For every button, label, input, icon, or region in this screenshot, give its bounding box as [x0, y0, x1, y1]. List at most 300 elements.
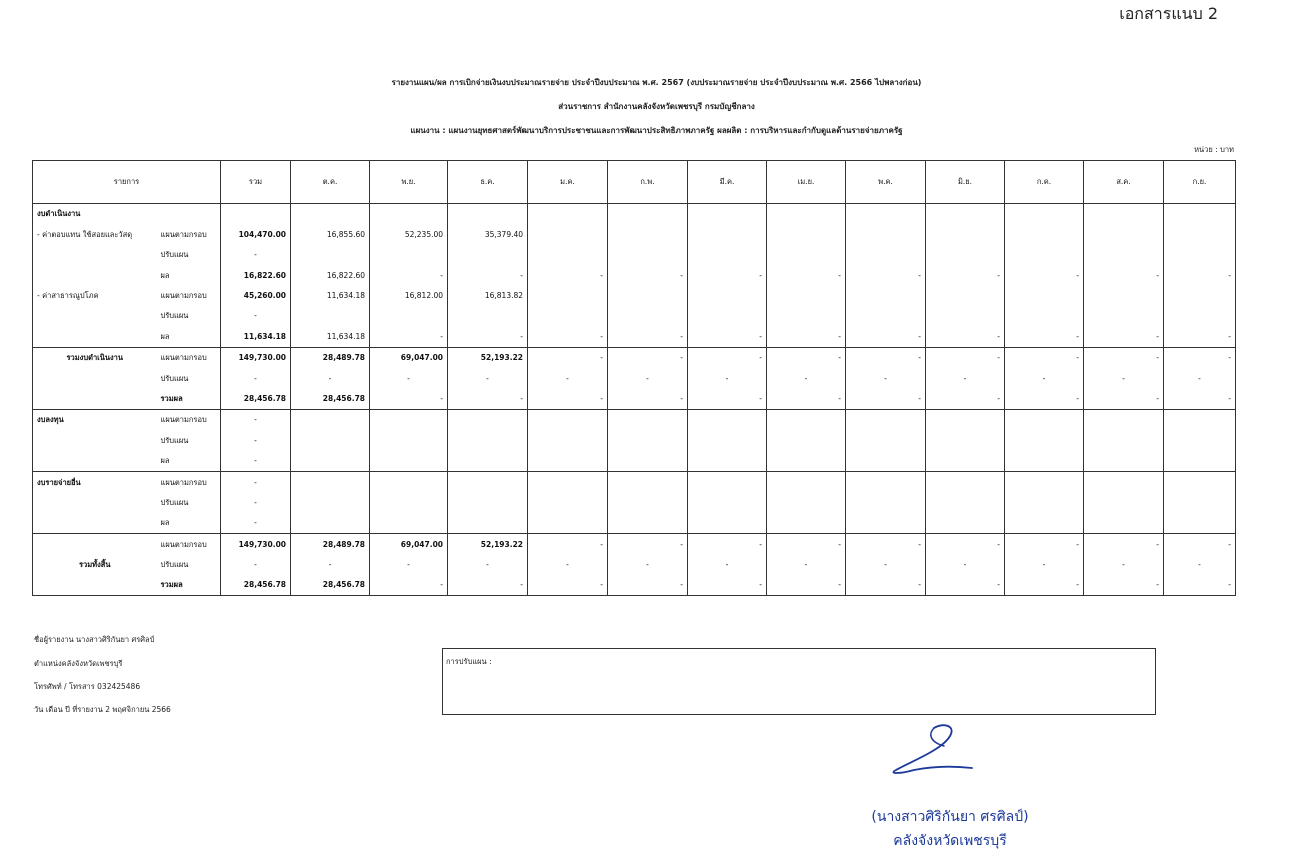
month-value	[846, 224, 926, 244]
month-value: -	[1164, 555, 1236, 575]
month-value	[767, 286, 846, 306]
month-value	[608, 513, 688, 534]
month-value: -	[448, 389, 528, 410]
month-value	[528, 472, 608, 493]
month-value: 11,634.18	[291, 286, 370, 306]
row-label	[33, 492, 157, 512]
adjustment-box	[442, 648, 1156, 715]
table-row	[33, 534, 1236, 555]
row-type: แผนตามกรอบ	[157, 224, 221, 244]
row-type: ปรับแผน	[157, 430, 221, 450]
row-label: งบดำเนินงาน	[33, 204, 157, 225]
table-row	[33, 245, 1236, 265]
month-value	[608, 306, 688, 326]
month-value: -	[1005, 326, 1084, 347]
signature-mark	[884, 722, 984, 778]
month-value: -	[291, 368, 370, 388]
row-total: -	[221, 409, 291, 430]
table-row	[33, 326, 1236, 347]
month-value: -	[767, 368, 846, 388]
month-value	[688, 409, 767, 430]
month-value	[528, 409, 608, 430]
month-value	[688, 245, 767, 265]
row-total: -	[221, 430, 291, 450]
month-value: -	[926, 326, 1005, 347]
row-total: 149,730.00	[221, 534, 291, 555]
row-label: - ค่าตอบแทน ใช้สอยและวัสดุ	[33, 224, 157, 244]
month-value	[926, 224, 1005, 244]
month-value	[846, 430, 926, 450]
month-value: -	[1084, 389, 1164, 410]
table-row	[33, 451, 1236, 472]
month-value: -	[767, 575, 846, 596]
month-value: -	[608, 575, 688, 596]
month-value	[370, 204, 448, 225]
month-value: -	[1005, 389, 1084, 410]
month-value	[926, 409, 1005, 430]
header-month: พ.ย.	[370, 161, 448, 204]
month-value	[608, 224, 688, 244]
month-value	[1005, 513, 1084, 534]
month-value	[767, 204, 846, 225]
month-value	[1164, 513, 1236, 534]
header-item: รายการ	[33, 161, 221, 204]
row-type: ผล	[157, 451, 221, 472]
row-label	[33, 534, 157, 555]
month-value: -	[767, 555, 846, 575]
month-value: 16,855.60	[291, 224, 370, 244]
month-value	[1005, 492, 1084, 512]
month-value	[1005, 451, 1084, 472]
month-value: -	[1164, 265, 1236, 285]
month-value: -	[1164, 575, 1236, 596]
month-value	[608, 430, 688, 450]
month-value: -	[767, 389, 846, 410]
month-value: -	[608, 265, 688, 285]
month-value: 52,235.00	[370, 224, 448, 244]
month-value: -	[1164, 347, 1236, 368]
month-value	[1164, 430, 1236, 450]
month-value: -	[926, 265, 1005, 285]
month-value: -	[1084, 555, 1164, 575]
month-value	[767, 492, 846, 512]
month-value: -	[448, 575, 528, 596]
month-value: -	[1084, 326, 1164, 347]
table-row	[33, 513, 1236, 534]
month-value	[448, 430, 528, 450]
month-value	[767, 451, 846, 472]
month-value	[1005, 472, 1084, 493]
month-value: -	[448, 265, 528, 285]
month-value: -	[926, 555, 1005, 575]
month-value: -	[608, 534, 688, 555]
month-value	[767, 472, 846, 493]
month-value: -	[688, 326, 767, 347]
table-row	[33, 492, 1236, 512]
month-value	[1084, 513, 1164, 534]
month-value: 11,634.18	[291, 326, 370, 347]
month-value	[1164, 409, 1236, 430]
month-value: -	[1005, 368, 1084, 388]
adjustment-label: การปรับแผน :	[446, 657, 492, 666]
month-value	[926, 204, 1005, 225]
month-value: -	[846, 555, 926, 575]
month-value	[1005, 430, 1084, 450]
row-label: - ค่าสาธารณูปโภค	[33, 286, 157, 306]
month-value	[926, 472, 1005, 493]
month-value: -	[846, 368, 926, 388]
month-value: -	[1005, 575, 1084, 596]
month-value	[1005, 306, 1084, 326]
row-label	[33, 368, 157, 388]
month-value	[688, 224, 767, 244]
header-month: ส.ค.	[1084, 161, 1164, 204]
month-value: 28,456.78	[291, 575, 370, 596]
month-value	[291, 472, 370, 493]
report-date: วัน เดือน ปี ที่รายงาน 2 พฤศจิกายน 2566	[34, 705, 171, 714]
month-value: -	[448, 326, 528, 347]
month-value	[528, 513, 608, 534]
month-value: -	[688, 534, 767, 555]
header-month: เม.ย.	[767, 161, 846, 204]
month-value	[688, 472, 767, 493]
table-row	[33, 347, 1236, 368]
month-value: -	[528, 326, 608, 347]
month-value	[448, 245, 528, 265]
month-value: 16,813.82	[448, 286, 528, 306]
month-value	[926, 513, 1005, 534]
month-value	[370, 245, 448, 265]
month-value: -	[608, 368, 688, 388]
month-value	[1164, 286, 1236, 306]
row-type: แผนตามกรอบ	[157, 472, 221, 493]
row-type: แผนตามกรอบ	[157, 347, 221, 368]
row-label	[33, 451, 157, 472]
reporter-phone: โทรศัพท์ / โทรสาร 032425486	[34, 682, 141, 691]
header-month: ก.ค.	[1005, 161, 1084, 204]
month-value: 16,822.60	[291, 265, 370, 285]
table-header-row	[33, 161, 1236, 204]
month-value	[448, 409, 528, 430]
row-total: -	[221, 306, 291, 326]
month-value	[291, 513, 370, 534]
month-value	[1084, 451, 1164, 472]
month-value: -	[291, 555, 370, 575]
month-value: -	[688, 368, 767, 388]
month-value	[608, 451, 688, 472]
row-label: รวมงบดำเนินงาน	[33, 347, 157, 368]
row-type: แผนตามกรอบ	[157, 534, 221, 555]
row-total: -	[221, 451, 291, 472]
month-value: 69,047.00	[370, 347, 448, 368]
month-value	[926, 245, 1005, 265]
month-value	[528, 430, 608, 450]
month-value	[528, 451, 608, 472]
month-value: -	[846, 347, 926, 368]
month-value	[608, 409, 688, 430]
month-value: -	[448, 368, 528, 388]
header-month: ธ.ค.	[448, 161, 528, 204]
month-value	[370, 472, 448, 493]
row-type: ปรับแผน	[157, 492, 221, 512]
row-total: -	[221, 368, 291, 388]
month-value	[528, 492, 608, 512]
month-value	[1164, 306, 1236, 326]
row-label	[33, 575, 157, 596]
month-value	[846, 472, 926, 493]
month-value: -	[926, 575, 1005, 596]
month-value	[846, 286, 926, 306]
month-value: -	[1084, 265, 1164, 285]
agency-line: ส่วนราชการ สำนักงานคลังจังหวัดเพชรบุรี กรมบัญชีกลาง	[558, 102, 755, 111]
month-value	[291, 204, 370, 225]
row-total: 45,260.00	[221, 286, 291, 306]
month-value: -	[370, 265, 448, 285]
row-type: แผนตามกรอบ	[157, 286, 221, 306]
header-month: ต.ค.	[291, 161, 370, 204]
month-value: -	[528, 368, 608, 388]
month-value	[767, 224, 846, 244]
document-tag: เอกสารแนบ 2	[1119, 4, 1218, 23]
month-value	[608, 245, 688, 265]
month-value: -	[370, 555, 448, 575]
month-value	[1164, 204, 1236, 225]
month-value	[1084, 306, 1164, 326]
month-value	[846, 306, 926, 326]
month-value	[926, 492, 1005, 512]
header-month: มิ.ย.	[926, 161, 1005, 204]
month-value: -	[926, 368, 1005, 388]
month-value	[846, 409, 926, 430]
month-value	[1084, 409, 1164, 430]
month-value: 52,193.22	[448, 347, 528, 368]
row-type: ผล	[157, 265, 221, 285]
month-value	[448, 306, 528, 326]
month-value	[1164, 224, 1236, 244]
report-title: รายงานแผน/ผล การเบิกจ่ายเงินงบประมาณรายจ่าย ประจำปีงบประมาณ พ.ศ. 2567 (งบประมาณรายจ่าย ประจำปีงบประมาณ พ.ศ. 2566 ไปพลางก่อน)	[391, 78, 922, 87]
month-value	[1164, 245, 1236, 265]
month-value	[448, 472, 528, 493]
month-value: 35,379.40	[448, 224, 528, 244]
month-value	[767, 409, 846, 430]
month-value: -	[846, 389, 926, 410]
row-type: ปรับแผน	[157, 245, 221, 265]
month-value	[370, 513, 448, 534]
month-value	[448, 451, 528, 472]
month-value: -	[846, 326, 926, 347]
month-value	[1084, 430, 1164, 450]
month-value: -	[528, 265, 608, 285]
month-value: -	[1164, 326, 1236, 347]
table-row	[33, 368, 1236, 388]
month-value: -	[846, 575, 926, 596]
row-label: งบลงทุน	[33, 409, 157, 430]
month-value	[1005, 286, 1084, 306]
row-type: รวมผล	[157, 389, 221, 410]
reporter-position: ตำแหน่งคลังจังหวัดเพชรบุรี	[34, 659, 123, 668]
month-value	[1005, 409, 1084, 430]
row-type: ปรับแผน	[157, 368, 221, 388]
month-value	[291, 306, 370, 326]
table-row	[33, 286, 1236, 306]
month-value: -	[370, 368, 448, 388]
row-type: รวมผล	[157, 575, 221, 596]
month-value	[291, 409, 370, 430]
month-value: -	[1005, 347, 1084, 368]
month-value: -	[528, 555, 608, 575]
month-value	[528, 224, 608, 244]
month-value	[448, 513, 528, 534]
row-total: -	[221, 492, 291, 512]
month-value	[291, 492, 370, 512]
month-value	[846, 451, 926, 472]
month-value: -	[608, 347, 688, 368]
month-value	[1084, 472, 1164, 493]
row-type: ผล	[157, 513, 221, 534]
month-value	[1084, 204, 1164, 225]
row-label	[33, 513, 157, 534]
month-value: -	[1005, 555, 1084, 575]
header-month: ม.ค.	[528, 161, 608, 204]
month-value: -	[370, 575, 448, 596]
row-total: -	[221, 555, 291, 575]
month-value	[767, 430, 846, 450]
month-value	[608, 472, 688, 493]
row-total: -	[221, 472, 291, 493]
month-value	[688, 492, 767, 512]
month-value: -	[688, 555, 767, 575]
budget-table	[32, 160, 1236, 596]
month-value	[1164, 472, 1236, 493]
row-label	[33, 306, 157, 326]
month-value	[448, 492, 528, 512]
table-row	[33, 472, 1236, 493]
month-value	[688, 513, 767, 534]
month-value: -	[688, 347, 767, 368]
month-value: 28,456.78	[291, 389, 370, 410]
row-label	[33, 430, 157, 450]
month-value: -	[767, 265, 846, 285]
month-value	[1005, 245, 1084, 265]
month-value	[608, 204, 688, 225]
month-value	[291, 451, 370, 472]
row-label	[33, 389, 157, 410]
row-total: 16,822.60	[221, 265, 291, 285]
plan-line: แผนงาน : แผนงานยุทธศาสตร์พัฒนาบริการประชาชนและการพัฒนาประสิทธิภาพภาครัฐ ผลผลิต : การบริหารและกำกับดูแลด้านรายจ่ายภาครัฐ	[410, 126, 903, 135]
month-value	[688, 430, 767, 450]
header-month: มี.ค.	[688, 161, 767, 204]
month-value	[767, 245, 846, 265]
month-value	[688, 306, 767, 326]
row-total: 104,470.00	[221, 224, 291, 244]
month-value	[448, 204, 528, 225]
header-month: พ.ค.	[846, 161, 926, 204]
month-value	[926, 286, 1005, 306]
table-row	[33, 389, 1236, 410]
month-value	[1084, 224, 1164, 244]
table-row	[33, 555, 1236, 575]
signatory-name: (นางสาวศิริกันยา ศรศิลป์)	[871, 809, 1029, 825]
month-value	[846, 492, 926, 512]
month-value	[291, 245, 370, 265]
month-value: -	[1084, 347, 1164, 368]
month-value: 28,489.78	[291, 534, 370, 555]
unit-label: หน่วย : บาท	[1194, 145, 1234, 154]
month-value	[688, 286, 767, 306]
month-value	[528, 204, 608, 225]
month-value: -	[1084, 575, 1164, 596]
row-label	[33, 265, 157, 285]
month-value: -	[688, 575, 767, 596]
month-value	[370, 409, 448, 430]
row-total: 11,634.18	[221, 326, 291, 347]
row-label: งบรายจ่ายอื่น	[33, 472, 157, 493]
month-value: -	[1164, 389, 1236, 410]
row-total: -	[221, 513, 291, 534]
month-value	[926, 306, 1005, 326]
month-value	[846, 513, 926, 534]
month-value	[846, 245, 926, 265]
month-value: -	[608, 326, 688, 347]
row-total	[221, 204, 291, 225]
month-value: -	[846, 534, 926, 555]
header-month: ก.พ.	[608, 161, 688, 204]
month-value	[608, 286, 688, 306]
month-value: -	[767, 347, 846, 368]
month-value	[528, 245, 608, 265]
month-value: -	[926, 389, 1005, 410]
table-row	[33, 265, 1236, 285]
month-value: -	[528, 347, 608, 368]
month-value: -	[1084, 534, 1164, 555]
month-value	[1084, 286, 1164, 306]
month-value: -	[926, 347, 1005, 368]
month-value: -	[528, 389, 608, 410]
month-value: -	[448, 555, 528, 575]
month-value: -	[926, 534, 1005, 555]
month-value: 16,812.00	[370, 286, 448, 306]
month-value	[767, 306, 846, 326]
month-value	[528, 286, 608, 306]
month-value: -	[528, 534, 608, 555]
reporter-name: ชื่อผู้รายงาน นางสาวศิริกันยา ศรศิลป์	[34, 635, 155, 644]
month-value	[926, 451, 1005, 472]
row-total: 28,456.78	[221, 575, 291, 596]
header-month: ก.ย.	[1164, 161, 1236, 204]
month-value: -	[1005, 265, 1084, 285]
table-row	[33, 409, 1236, 430]
month-value: -	[1084, 368, 1164, 388]
row-type	[157, 204, 221, 225]
table-row	[33, 575, 1236, 596]
table-row	[33, 224, 1236, 244]
month-value	[1164, 451, 1236, 472]
signatory-position: คลังจังหวัดเพชรบุรี	[893, 833, 1007, 849]
month-value: -	[528, 575, 608, 596]
month-value	[528, 306, 608, 326]
month-value: -	[688, 265, 767, 285]
month-value: -	[767, 534, 846, 555]
month-value: -	[1005, 534, 1084, 555]
month-value	[1164, 492, 1236, 512]
row-label	[33, 326, 157, 347]
month-value	[688, 451, 767, 472]
month-value	[688, 204, 767, 225]
month-value	[370, 492, 448, 512]
month-value	[1084, 492, 1164, 512]
row-type: ผล	[157, 326, 221, 347]
month-value	[1005, 224, 1084, 244]
